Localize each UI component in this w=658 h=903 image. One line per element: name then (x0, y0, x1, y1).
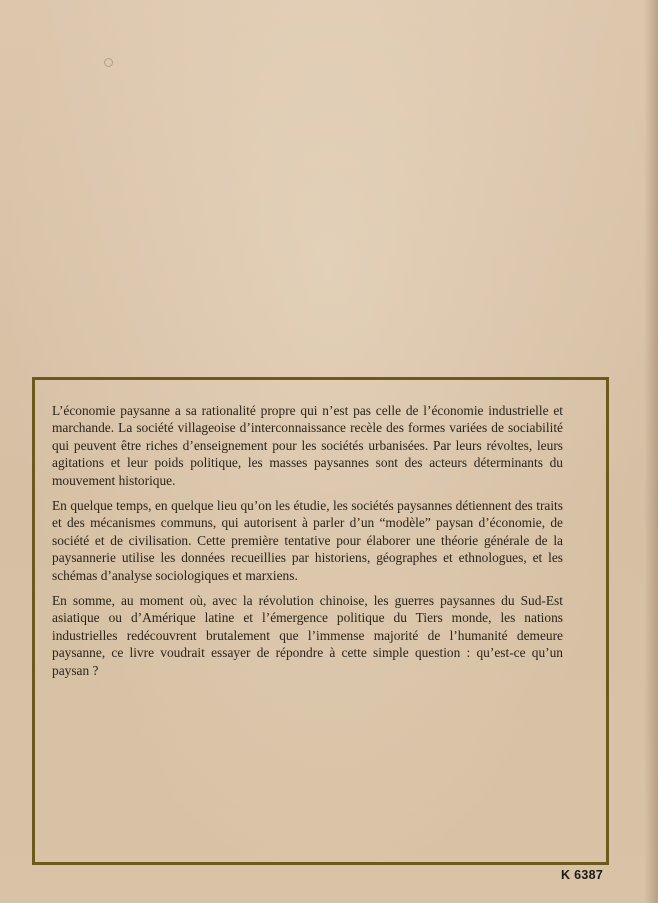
paper-blemish (104, 58, 113, 67)
blurb-frame (32, 377, 609, 865)
blurb-paragraph-2: En quelque temps, en quelque lieu qu’on les étudie, les sociétés paysannes détiennent des traits et des mécanismes communs, qui autorisent à parler d’un “modèle” paysan d’économie, de société et de civilisation. Cette première tentative pour élaborer une théorie générale de la paysannerie utilise les données recueillies par historiens, géographes et ethnologues, et les schémas d’analyse sociologiques et marxiens. (52, 498, 563, 583)
blurb-paragraph-3: En somme, au moment où, avec la révolution chinoise, les guerres paysannes du Sud-Est asiatique ou d’Amérique latine et l’émergence politique du Tiers monde, les nations industrielles redécouvrent brutalement que l’immense majorité de l’humanité demeure paysanne, ce livre voudrait essayer de répondre à cette simple question : qu’est-ce qu’un paysan ? (52, 593, 563, 678)
blurb-text (52, 402, 563, 687)
catalog-code: K 6387 (561, 868, 604, 882)
blurb-paragraph-1: L’économie paysanne a sa rationalité propre qui n’est pas celle de l’économie industrielle et marchande. La société villageoise d’interconnaissance recèle des formes variées de sociabilité qui peuvent être riches d’enseignement pour les sociétés urbanisées. Par leurs révoltes, leurs agitations et leur poids politique, les masses paysannes sont des acteurs déterminants du mouvement historique. (52, 403, 563, 488)
page-edge-shadow (644, 0, 658, 903)
